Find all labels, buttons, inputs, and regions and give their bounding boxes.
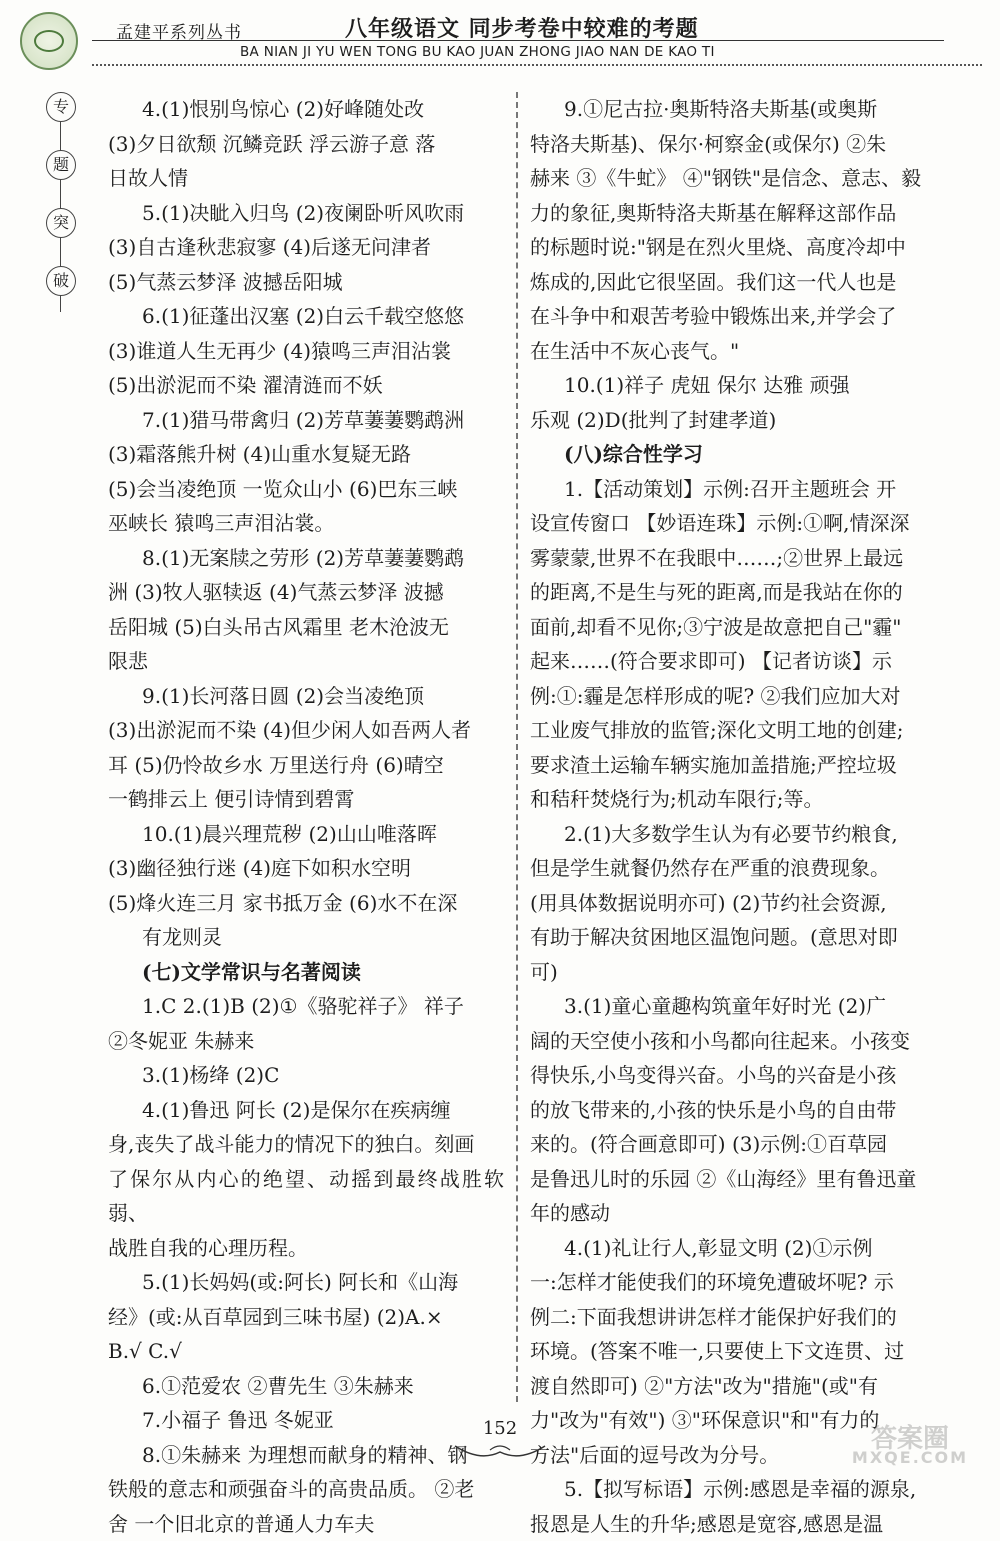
page-header xyxy=(0,0,1000,80)
watermark xyxy=(830,1418,990,1468)
answer-line: (3)自古逢秋悲寂寥 (4)后遂无问津者 xyxy=(108,230,504,265)
side-label-char: 专 xyxy=(46,92,76,122)
side-label xyxy=(46,92,76,312)
answer-line: (5)气蒸云梦泽 波撼岳阳城 xyxy=(108,265,504,300)
answer-line: 和秸秆焚烧行为;机动车限行;等。 xyxy=(530,782,930,817)
watermark-top: 答案圈 xyxy=(830,1418,990,1455)
answer-line: 6.①范爱农 ②曹先生 ③朱赫来 xyxy=(108,1369,504,1404)
answer-line: (3)出淤泥而不染 (4)但少闲人如吾两人者 xyxy=(108,713,504,748)
answer-line: 渡自然即可) ②"方法"改为"措施"(或"有 xyxy=(530,1369,930,1404)
answer-line: 4.(1)鲁迅 阿长 (2)是保尔在疾病缠 xyxy=(108,1093,504,1128)
answer-line: 年的感动 xyxy=(530,1196,930,1231)
answer-line: 起来……(符合要求即可) 【记者访谈】示 xyxy=(530,644,930,679)
answer-line: 乐观 (2)D(批判了封建孝道) xyxy=(530,403,930,438)
answer-line: 限悲 xyxy=(108,644,504,679)
watermark-bottom: MXQE.COM xyxy=(830,1448,990,1467)
answer-line: 7.(1)猎马带禽归 (2)芳草萋萋鹦鹉洲 xyxy=(108,403,504,438)
answer-line: (3)幽径独行迷 (4)庭下如积水空明 xyxy=(108,851,504,886)
page-title: 八年级语文 同步考卷中较难的考题 xyxy=(345,12,699,43)
answer-line: 10.(1)祥子 虎妞 保尔 达雅 顽强 xyxy=(530,368,930,403)
side-label-char: 题 xyxy=(46,150,76,180)
header-rule xyxy=(92,40,944,41)
answer-line: 的标题时说:"钢是在烈火里烧、高度冷却中 xyxy=(530,230,930,265)
answer-line: 得快乐,小鸟变得兴奋。小鸟的兴奋是小孩 xyxy=(530,1058,930,1093)
answer-line: 洲 (3)牧人驱犊返 (4)气蒸云梦泽 波撼 xyxy=(108,575,504,610)
answer-line: 工业废气排放的监管;深化文明工地的创建; xyxy=(530,713,930,748)
answer-line: 阔的天空使小孩和小鸟都向往起来。小孩变 xyxy=(530,1024,930,1059)
answer-line: 可) xyxy=(530,955,930,990)
footer-ornament-icon xyxy=(450,1440,550,1464)
answer-line: 赫来 ③《牛虻》 ④"钢铁"是信念、意志、毅 xyxy=(530,161,930,196)
answer-line: 来的。(符合画意即可) (3)示例:①百草园 xyxy=(530,1127,930,1162)
answer-line: 8.①朱赫来 为理想而献身的精神、钢 xyxy=(108,1438,504,1473)
answer-line: 4.(1)恨别鸟惊心 (2)好峰随处改 xyxy=(108,92,504,127)
section-heading: (七)文学常识与名著阅读 xyxy=(108,955,504,990)
answer-line: 在生活中不灰心丧气。" xyxy=(530,334,930,369)
answer-line: 报恩是人生的升华;感恩是宽容,感恩是温 xyxy=(530,1507,930,1541)
answer-line: 环境。(答案不唯一,只要使上下文连贯、过 xyxy=(530,1334,930,1369)
answer-line: 力"改为"有效") ③"环保意识"和"有力的 xyxy=(530,1403,930,1438)
answer-line: 10.(1)晨兴理荒秽 (2)山山唯落晖 xyxy=(108,817,504,852)
answer-line: 3.(1)童心童趣构筑童年好时光 (2)广 xyxy=(530,989,930,1024)
answer-line: B.√ C.√ xyxy=(108,1334,504,1369)
answer-line: 经》(或:从百草园到三味书屋) (2)A.× xyxy=(108,1300,504,1335)
answer-line: 但是学生就餐仍然存在严重的浪费现象。 xyxy=(530,851,930,886)
side-label-char: 破 xyxy=(46,266,76,296)
answer-line: 6.(1)征蓬出汉塞 (2)白云千载空悠悠 xyxy=(108,299,504,334)
answer-line: 日故人情 xyxy=(108,161,504,196)
answer-line: 特洛夫斯基)、保尔·柯察金(或保尔) ②朱 xyxy=(530,127,930,162)
answer-line: 了保尔从内心的绝望、动摇到最终战胜软弱、 xyxy=(108,1162,504,1231)
answer-line: ②冬妮亚 朱赫来 xyxy=(108,1024,504,1059)
answer-line: 2.(1)大多数学生认为有必要节约粮食, xyxy=(530,817,930,852)
answer-line: 是鲁迅儿时的乐园 ②《山海经》里有鲁迅童 xyxy=(530,1162,930,1197)
answer-line: 有助于解决贫困地区温饱问题。(意思对即 xyxy=(530,920,930,955)
header-dotted-rule xyxy=(92,64,982,66)
title-pinyin: BA NIAN JI YU WEN TONG BU KAO JUAN ZHONG JIAO NAN DE KAO TI xyxy=(240,44,715,60)
answer-line: 方法"后面的逗号改为分号。 xyxy=(530,1438,930,1473)
answer-line: (3)夕日欲颓 沉鳞竞跃 浮云游子意 落 xyxy=(108,127,504,162)
answer-line: 7.小福子 鲁迅 冬妮亚 xyxy=(108,1403,504,1438)
section-heading: (八)综合性学习 xyxy=(530,437,930,472)
answer-line: 设宣传窗口 【妙语连珠】示例:①啊,情深深 xyxy=(530,506,930,541)
answer-line: 例二:下面我想讲讲怎样才能保护好我们的 xyxy=(530,1300,930,1335)
right-column xyxy=(530,92,930,1541)
answer-line: 9.(1)长河落日圆 (2)会当凌绝顶 xyxy=(108,679,504,714)
answer-line: 铁般的意志和顽强奋斗的高贵品质。 ②老 xyxy=(108,1472,504,1507)
answer-line: 1.【活动策划】示例:召开主题班会 开 xyxy=(530,472,930,507)
answer-line: 身,丧失了战斗能力的情况下的独白。刻画 xyxy=(108,1127,504,1162)
answer-line: (3)谁道人生无再少 (4)猿鸣三声泪沾裳 xyxy=(108,334,504,369)
answer-line: 8.(1)无案牍之劳形 (2)芳草萋萋鹦鹉 xyxy=(108,541,504,576)
page-number: 152 xyxy=(470,1418,530,1439)
answer-line: 的距离,不是生与死的距离,而是我站在你的 xyxy=(530,575,930,610)
answer-line: 力的象征,奥斯特洛夫斯基在解释这部作品 xyxy=(530,196,930,231)
answer-line: 一:怎样才能使我们的环境免遭破坏呢? 示 xyxy=(530,1265,930,1300)
column-divider xyxy=(516,92,518,1402)
answer-line: 的放飞带来的,小孩的快乐是小鸟的自由带 xyxy=(530,1093,930,1128)
answer-line: (用具体数据说明亦可) (2)节约社会资源, xyxy=(530,886,930,921)
answer-line: 巫峡长 猿鸣三声泪沾裳。 xyxy=(108,506,504,541)
answer-line: 5.(1)决眦入归鸟 (2)夜阑卧听风吹雨 xyxy=(108,196,504,231)
answer-line: 4.(1)礼让行人,彰显文明 (2)①示例 xyxy=(530,1231,930,1266)
answer-line: 面前,却看不见你;③宁波是故意把自己"霾" xyxy=(530,610,930,645)
answer-line: 一鹤排云上 便引诗情到碧霄 xyxy=(108,782,504,817)
answer-line: 雾蒙蒙,世界不在我眼中……;②世界上最远 xyxy=(530,541,930,576)
answer-line: 耳 (5)仍怜故乡水 万里送行舟 (6)晴空 xyxy=(108,748,504,783)
answer-line: 例:①:霾是怎样形成的呢? ②我们应加大对 xyxy=(530,679,930,714)
answer-line: 1.C 2.(1)B (2)①《骆驼祥子》 祥子 xyxy=(108,989,504,1024)
answer-line: 要求渣土运输车辆实施加盖措施;严控垃圾 xyxy=(530,748,930,783)
side-label-char: 突 xyxy=(46,208,76,238)
answer-line: (5)出淤泥而不染 濯清涟而不妖 xyxy=(108,368,504,403)
answer-line: 有龙则灵 xyxy=(108,920,504,955)
answer-line: 岳阳城 (5)白头吊古风霜里 老木沧波无 xyxy=(108,610,504,645)
series-name: 孟建平系列丛书 xyxy=(116,18,242,43)
answer-line: (5)会当凌绝顶 一览众山小 (6)巴东三峡 xyxy=(108,472,504,507)
answer-line: 5.(1)长妈妈(或:阿长) 阿长和《山海 xyxy=(108,1265,504,1300)
answer-line: 3.(1)杨绛 (2)C xyxy=(108,1058,504,1093)
answer-line: 9.①尼古拉·奥斯特洛夫斯基(或奥斯 xyxy=(530,92,930,127)
answer-line: (3)霜落熊升树 (4)山重水复疑无路 xyxy=(108,437,504,472)
answer-line: 炼成的,因此它很坚固。我们这一代人也是 xyxy=(530,265,930,300)
answer-line: 战胜自我的心理历程。 xyxy=(108,1231,504,1266)
answer-line: (5)烽火连三月 家书抵万金 (6)水不在深 xyxy=(108,886,504,921)
school-seal-logo xyxy=(20,12,78,70)
answer-line: 在斗争中和艰苦考验中锻炼出来,并学会了 xyxy=(530,299,930,334)
answer-line: 5.【拟写标语】示例:感恩是幸福的源泉, xyxy=(530,1472,930,1507)
left-column xyxy=(108,92,504,1541)
answer-line: 舍 一个旧北京的普通人力车夫 xyxy=(108,1507,504,1541)
